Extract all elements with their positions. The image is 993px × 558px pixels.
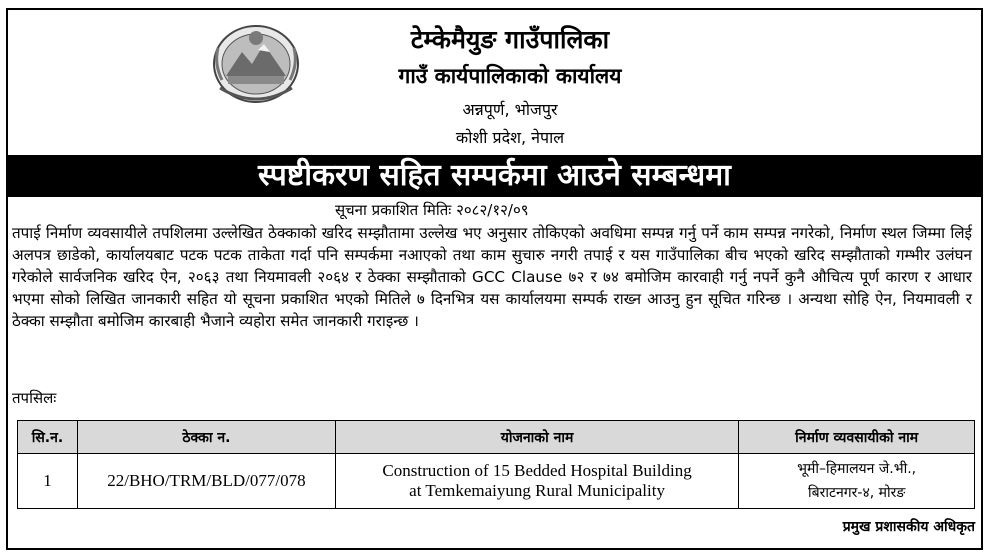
contractor-line-2: बिराटनगर-४, मोरङ <box>808 485 906 501</box>
contractor-line-1: भूमी–हिमालयन जे.भी., <box>797 461 917 477</box>
address-line-1: अन्नपूर्ण, भोजपुर <box>462 100 558 119</box>
header-contractor-name: निर्माण व्यवसायीको नाम <box>739 421 975 454</box>
office-name: गाउँ कार्यपालिकाको कार्यालय <box>398 64 622 88</box>
contract-table <box>17 420 975 509</box>
table-row <box>18 454 975 509</box>
municipality-name: टेम्केमैयुङ गाउँपालिका <box>410 25 610 54</box>
signatory-title: प्रमुख प्रशासकीय अधिकृत <box>842 519 975 535</box>
notice-body: तपाई निर्माण व्यवसायीले तपशिलमा उल्लेखित ठेक्काको खरिद सम्झौतामा उल्लेख भए अनुसार तोकिएको अवधिमा सम्पन्न गर्नु पर्ने काम सम्पन्न नगरेको, निर्माण स्थल जिम्मा लिई अलपत्र छाडेको, कार्यालयबाट पटक पटक ताकेता गर्दा पनि सम्पर्कमा नआएको तथा काम सुचारु नगरी तपाई र यस गाउँपालिका बीच भएको खरिद सम्झौताको गम्भीर उलंघन गरेकोले सार्वजनिक खरिद ऐन, २०६३ तथा नियमावली २०६४ र ठेक्का सम्झौताको GCC Clause ७२ र ७४ बमोजिम कारवाही गर्नु नपर्ने कुनै औचित्य पूर्ण कारण र आधार भएमा सोको लिखित जानकारी सहित यो सूचना प्रकाशित भएको मितिले ७ दिनभित्र यस कार्यालयमा सम्पर्क राख्न आउनु हुन सूचित गरिन्छ । अन्यथा सोहि ऐन, नियमावली र ठेक्का सम्झौता बमोजिम कारबाही भैजाने व्यहोरा समेत जानकारी गराइन्छ । <box>12 224 973 330</box>
header-contract-no: ठेक्का न. <box>77 421 335 454</box>
cell-contract-no: 22/BHO/TRM/BLD/077/078 <box>77 454 335 509</box>
tapasil-label: तपसिलः <box>12 389 57 407</box>
cell-project-name <box>335 454 738 509</box>
cell-contractor-name <box>739 454 975 509</box>
header-project-name: योजनाको नाम <box>335 421 738 454</box>
cell-sn: 1 <box>18 454 78 509</box>
notice-title: स्पष्टीकरण सहित सम्पर्कमा आउने सम्बन्धमा <box>6 155 983 197</box>
header-sn: सि.न. <box>18 421 78 454</box>
published-date: सूचना प्रकाशित मितिः २०८२/१२/०९ <box>335 201 529 219</box>
project-name-line-1: Construction of 15 Bedded Hospital Building <box>382 461 692 480</box>
project-name-line-2: at Temkemaiyung Rural Municipality <box>409 481 665 500</box>
table-header-row <box>18 421 975 454</box>
address-line-2: कोशी प्रदेश, नेपाल <box>455 128 565 147</box>
